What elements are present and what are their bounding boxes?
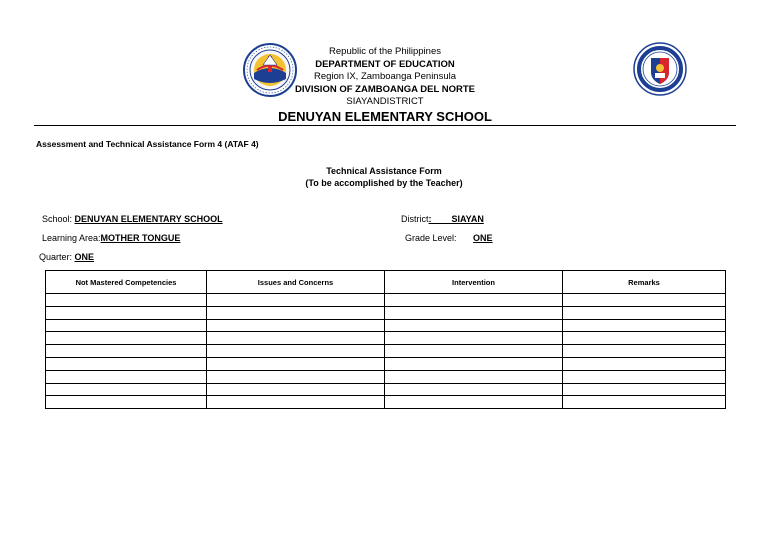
grade-level-field — [405, 233, 493, 243]
header-divider — [34, 125, 736, 126]
col-remarks: Remarks — [563, 271, 726, 294]
table-cell[interactable] — [46, 396, 207, 409]
letterhead — [230, 46, 540, 123]
table-cell[interactable] — [46, 306, 207, 319]
table-cell[interactable] — [385, 357, 563, 370]
table-cell[interactable] — [563, 383, 726, 396]
quarter-value: ONE — [74, 252, 95, 262]
table-row — [46, 357, 726, 370]
table-row — [46, 396, 726, 409]
table-row — [46, 383, 726, 396]
table-cell[interactable] — [563, 319, 726, 332]
form-title: Assessment and Technical Assistance Form 4 (ATAF 4) — [36, 139, 259, 149]
table-cell[interactable] — [385, 332, 563, 345]
quarter-field — [39, 252, 94, 262]
table-cell[interactable] — [563, 396, 726, 409]
table-cell[interactable] — [207, 294, 385, 307]
col-issues-and-concerns: Issues and Concerns — [207, 271, 385, 294]
learning-area-value: MOTHER TONGUE — [100, 233, 181, 243]
table-row — [46, 345, 726, 358]
table-cell[interactable] — [46, 294, 207, 307]
table-cell[interactable] — [46, 319, 207, 332]
learning-area-field — [42, 233, 180, 243]
table-cell[interactable] — [385, 319, 563, 332]
district-label: District — [401, 214, 429, 224]
district-value: : SIAYAN — [428, 214, 484, 224]
table-cell[interactable] — [46, 332, 207, 345]
republic-line: Republic of the Philippines — [329, 46, 441, 57]
form-heading-title: Technical Assistance Form — [326, 166, 442, 176]
table-cell[interactable] — [563, 345, 726, 358]
deped-seal-logo — [633, 42, 687, 96]
grade-level-value: ONE — [473, 233, 493, 243]
table-cell[interactable] — [46, 345, 207, 358]
table-row — [46, 370, 726, 383]
table-cell[interactable] — [207, 357, 385, 370]
department-line: DEPARTMENT OF EDUCATION — [315, 58, 455, 70]
grade-level-label: Grade Level: — [405, 233, 457, 243]
col-intervention: Intervention — [385, 271, 563, 294]
school-name-heading: DENUYAN ELEMENTARY SCHOOL — [278, 108, 492, 124]
table-cell[interactable] — [563, 294, 726, 307]
table-row — [46, 306, 726, 319]
table-cell[interactable] — [385, 294, 563, 307]
table-row — [46, 332, 726, 345]
table-cell[interactable] — [207, 396, 385, 409]
district-line: SIAYANDISTRICT — [346, 96, 424, 107]
table-cell[interactable] — [207, 345, 385, 358]
technical-assistance-table — [45, 270, 726, 409]
table-cell[interactable] — [207, 332, 385, 345]
table-cell[interactable] — [385, 306, 563, 319]
school-label: School: — [42, 214, 73, 224]
table-cell[interactable] — [207, 319, 385, 332]
quarter-label: Quarter: — [39, 252, 73, 262]
table-cell[interactable] — [207, 383, 385, 396]
table-cell[interactable] — [385, 383, 563, 396]
table-cell[interactable] — [563, 357, 726, 370]
table-cell[interactable] — [46, 383, 207, 396]
form-heading-subtitle: (To be accomplished by the Teacher) — [305, 178, 463, 188]
table-cell[interactable] — [207, 306, 385, 319]
table-cell[interactable] — [385, 345, 563, 358]
form-heading — [250, 165, 518, 189]
table-cell[interactable] — [207, 370, 385, 383]
table-header-row — [46, 271, 726, 294]
district-field — [401, 214, 484, 224]
school-field — [42, 214, 223, 224]
region-line: Region IX, Zamboanga Peninsula — [313, 71, 457, 82]
table-cell[interactable] — [563, 332, 726, 345]
table-row — [46, 319, 726, 332]
school-value: DENUYAN ELEMENTARY SCHOOL — [74, 214, 223, 224]
table-cell[interactable] — [385, 396, 563, 409]
table-cell[interactable] — [563, 306, 726, 319]
division-line: DIVISION OF ZAMBOANGA DEL NORTE — [295, 83, 475, 95]
table-cell[interactable] — [46, 370, 207, 383]
table-cell[interactable] — [385, 370, 563, 383]
col-not-mastered-competencies: Not Mastered Competencies — [46, 271, 207, 294]
table-cell[interactable] — [46, 357, 207, 370]
learning-area-label: Learning Area: — [42, 233, 101, 243]
table-cell[interactable] — [563, 370, 726, 383]
table-row — [46, 294, 726, 307]
